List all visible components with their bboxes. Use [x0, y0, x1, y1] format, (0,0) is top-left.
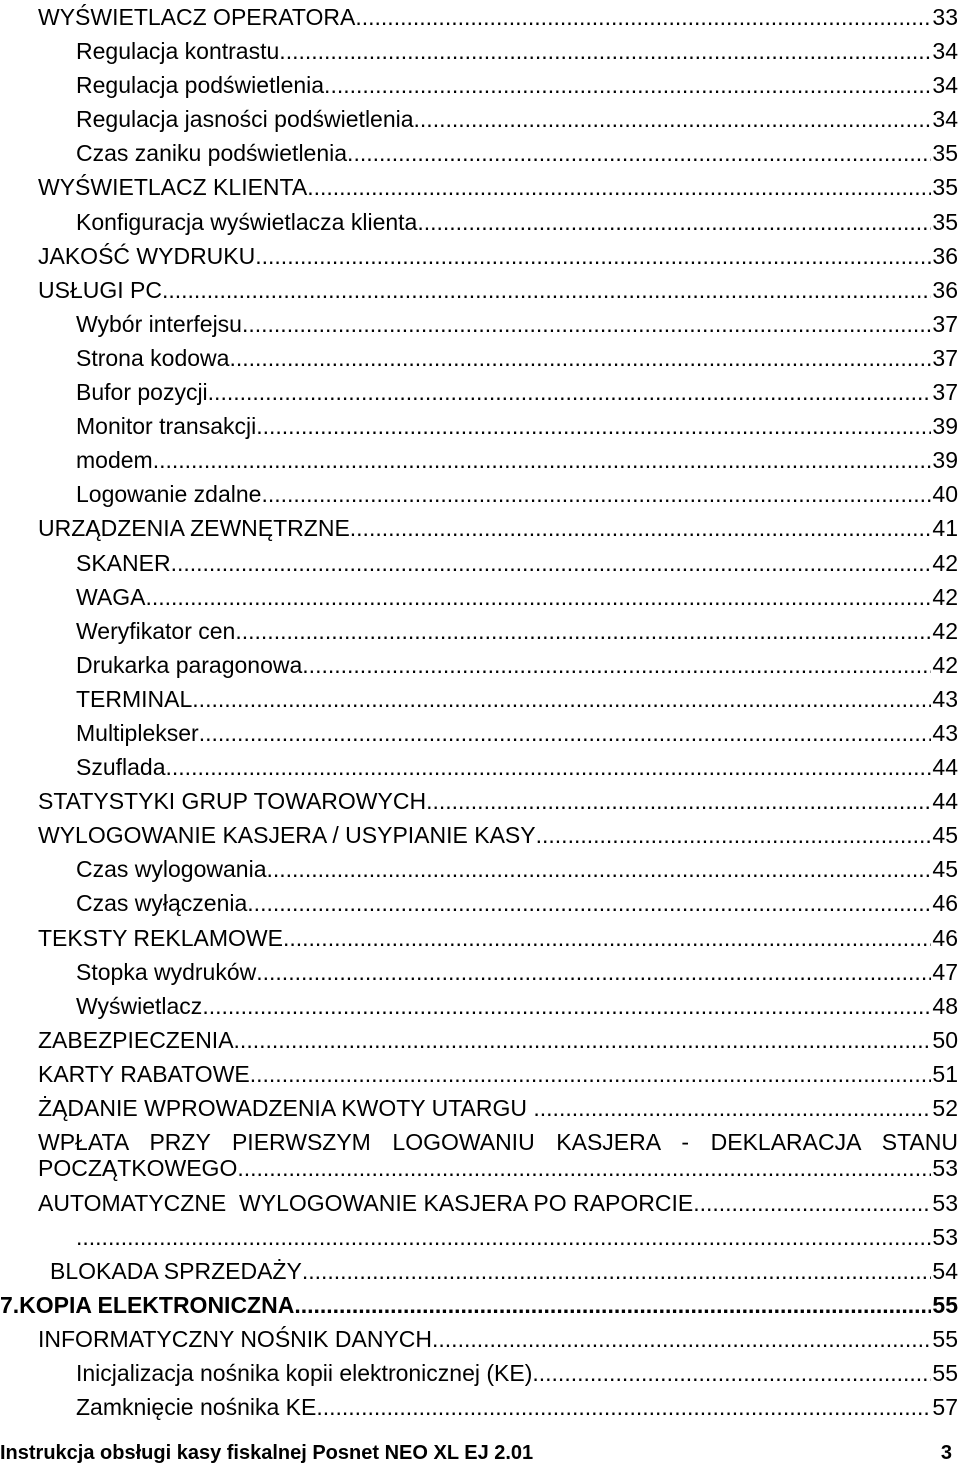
toc-entry[interactable] — [0, 205, 960, 239]
toc-entry-title: TEKSTY REKLAMOWE — [38, 924, 283, 951]
dot-leader — [283, 921, 931, 955]
toc-entry-title: USŁUGI PC. — [38, 276, 169, 303]
dot-leader — [237, 1155, 931, 1181]
toc-entry-title: 7.KOPIA ELEKTRONICZNA — [0, 1292, 295, 1319]
toc-entry-page: 34 — [932, 38, 958, 65]
toc-entry-page: 53 — [932, 1155, 958, 1182]
toc-entry-page: 39 — [932, 413, 958, 440]
toc-entry[interactable] — [0, 443, 960, 477]
toc-entry[interactable] — [0, 546, 960, 580]
dot-leader — [302, 648, 931, 682]
toc-entry-title: KARTY RABATOWE — [38, 1060, 250, 1087]
toc-entry[interactable] — [0, 511, 960, 545]
toc-entry[interactable] — [0, 1023, 960, 1057]
toc-entry-page: 48 — [932, 992, 958, 1019]
dot-leader — [420, 102, 931, 136]
toc-entry[interactable] — [0, 341, 960, 375]
dot-leader — [693, 1186, 931, 1220]
toc-entry-page: 42 — [932, 549, 958, 576]
toc-entry-page: 45 — [932, 822, 958, 849]
toc-entry-title: INFORMATYCZNY NOŚNIK DANYCH — [38, 1326, 433, 1353]
toc-entry-page: 37 — [932, 344, 958, 371]
toc-entry-title: SKANER — [76, 549, 171, 576]
toc-entry-page: 42 — [932, 651, 958, 678]
toc-entry[interactable] — [0, 750, 960, 784]
toc-entry[interactable] — [0, 1186, 960, 1220]
toc-entry-title: AUTOMATYCZNE WYLOGOWANIE KASJERA PO RAPORCIE — [38, 1189, 694, 1216]
dot-leader — [153, 443, 932, 477]
toc-entry-title: STATYSTYKI GRUP TOWAROWYCH — [38, 788, 427, 815]
toc-entry[interactable] — [0, 1057, 960, 1091]
dot-leader — [166, 750, 932, 784]
toc-entry[interactable] — [0, 375, 960, 409]
dot-leader — [532, 1356, 931, 1390]
dot-leader — [145, 580, 931, 614]
toc-entry-title: Wyświetlacz — [76, 992, 203, 1019]
toc-entry[interactable] — [0, 170, 960, 204]
dot-leader — [235, 614, 931, 648]
toc-entry-page: 33 — [932, 4, 958, 30]
toc-entry-title: Czas zaniku podświetlenia. — [76, 140, 354, 167]
dot-leader — [314, 170, 932, 204]
dot-leader — [536, 818, 932, 852]
toc-entry-title: Monitor transakcji — [76, 413, 257, 440]
toc-entry-title: WYLOGOWANIE KASJERA / USYPIANIE KASY — [38, 822, 536, 849]
toc-entry-title: BLOKADA SPRZEDAŻY — [50, 1258, 302, 1285]
dot-leader — [199, 716, 932, 750]
toc-entry[interactable] — [0, 68, 960, 102]
dot-leader — [353, 136, 931, 170]
toc-entry[interactable] — [0, 0, 960, 34]
toc-entry-title: Drukarka paragonowa — [76, 651, 303, 678]
toc-entry-page: 45 — [932, 856, 958, 883]
toc-entry[interactable] — [0, 1322, 960, 1356]
toc-entry-page: 46 — [932, 924, 958, 951]
dot-leader — [76, 1220, 931, 1254]
toc-chapter-entry[interactable] — [0, 1288, 960, 1322]
toc-entry-page: 35 — [932, 208, 958, 235]
toc-entry-title: Weryfikator cen — [76, 617, 236, 644]
toc-entry-page: 57 — [932, 1394, 958, 1421]
dot-leader — [261, 477, 931, 511]
dot-leader — [250, 1057, 932, 1091]
toc-entry-title: JAKOŚĆ WYDRUKU. — [38, 242, 262, 269]
toc-entry[interactable] — [0, 136, 960, 170]
toc-entry[interactable] — [0, 102, 960, 136]
toc-entry-page: 51 — [932, 1060, 958, 1087]
toc-entry-title-line: WPŁATA PRZY PIERWSZYM LOGOWANIU KASJERA - DEKLARACJA STANU — [38, 1129, 958, 1156]
toc-entry-page: 35 — [932, 140, 958, 167]
toc-entry-title: URZĄDZENIA ZEWNĘTRZNE — [38, 515, 350, 542]
toc-entry[interactable] — [0, 1091, 960, 1125]
toc-entry-title: Regulacja jasności podświetlenia. — [76, 106, 420, 133]
toc-entry[interactable] — [0, 1125, 960, 1186]
toc-entry-title: Multiplekser — [76, 719, 199, 746]
toc-entry-page: 37 — [932, 379, 958, 406]
toc-entry[interactable] — [0, 477, 960, 511]
toc-entry-title: Konfiguracja wyświetlacza klienta. — [76, 208, 424, 235]
toc-entry-page: 34 — [932, 106, 958, 133]
toc-entry-title: TERMINAL — [76, 685, 193, 712]
toc-entry-page: 43 — [932, 685, 958, 712]
dot-leader — [192, 682, 931, 716]
toc-entry-title: Szuflada — [76, 754, 166, 781]
toc-entry-title-line: POCZĄTKOWEGO — [38, 1155, 238, 1182]
toc-entry[interactable] — [0, 955, 960, 989]
toc-entry[interactable] — [0, 648, 960, 682]
toc-entry[interactable] — [0, 1390, 960, 1424]
toc-entry[interactable] — [0, 307, 960, 341]
toc-entry-page: 42 — [932, 583, 958, 610]
dot-leader — [234, 1023, 932, 1057]
toc-entry-title: WYŚWIETLACZ OPERATORA — [38, 4, 356, 30]
dot-leader — [202, 989, 931, 1023]
toc-entry-page: 52 — [932, 1095, 958, 1121]
dot-leader — [424, 205, 932, 239]
toc-entry-page: 55 — [932, 1326, 958, 1353]
toc-entry-title: Inicjalizacja nośnika kopii elektronicznej (KE) — [76, 1360, 533, 1387]
toc-entry-title: Regulacja podświetlenia. — [76, 72, 331, 99]
toc-entry-page: 55 — [932, 1292, 958, 1319]
dot-leader — [229, 341, 931, 375]
toc-entry[interactable] — [0, 818, 960, 852]
dot-leader — [533, 1091, 931, 1125]
toc-entry[interactable] — [0, 1356, 960, 1390]
toc-entry-title: WAGA — [76, 583, 146, 610]
toc-entry[interactable] — [0, 1254, 960, 1288]
dot-leader — [432, 1322, 931, 1356]
dot-leader — [256, 409, 931, 443]
toc-entry-page: 46 — [932, 890, 958, 917]
toc-entry[interactable] — [0, 886, 960, 920]
dot-leader — [286, 34, 932, 68]
toc-entry-title: Logowanie zdalne — [76, 481, 262, 508]
toc-entry-title: ŻĄDANIE WPROWADZENIA KWOTY UTARGU — [38, 1095, 534, 1121]
toc-entry-page: 42 — [932, 617, 958, 644]
toc-entry-page: 36 — [932, 276, 958, 303]
toc-entry[interactable] — [0, 852, 960, 886]
page-footer — [0, 1440, 960, 1466]
toc-entry-title: Czas wylogowania — [76, 856, 267, 883]
dot-leader — [355, 0, 931, 34]
toc-entry-title: ZABEZPIECZENIA — [38, 1026, 234, 1053]
toc-entry-title: Regulacja kontrastu. — [76, 38, 286, 65]
toc-entry[interactable] — [0, 409, 960, 443]
footer-page-number: 3 — [940, 1442, 952, 1464]
toc-entry-page: 39 — [932, 447, 958, 474]
toc-entry[interactable] — [0, 273, 960, 307]
toc-entry[interactable] — [0, 1220, 960, 1254]
toc-entry-page: 53 — [932, 1223, 958, 1250]
toc-entry[interactable] — [0, 921, 960, 955]
toc-entry-page: 50 — [932, 1026, 958, 1053]
dot-leader — [171, 546, 932, 580]
toc-entry-title: Stopka wydruków — [76, 958, 257, 985]
toc-entry-page: 44 — [932, 754, 958, 781]
dot-leader — [302, 1254, 932, 1288]
toc-entry-title: Zamknięcie nośnika KE — [76, 1394, 317, 1421]
toc-entry-title: modem — [76, 447, 153, 474]
toc-entry-page: 55 — [932, 1360, 958, 1387]
dot-leader — [208, 375, 932, 409]
toc-entry-page: 54 — [932, 1258, 958, 1285]
toc-entry-page: 44 — [932, 788, 958, 815]
dot-leader — [330, 68, 931, 102]
toc-entry-page: 37 — [932, 310, 958, 337]
dot-leader — [350, 511, 932, 545]
toc-entry-page: 35 — [932, 174, 958, 201]
toc-entry-page: 53 — [932, 1189, 958, 1216]
toc-entry[interactable] — [0, 34, 960, 68]
toc-entry-title: Bufor pozycji — [76, 379, 208, 406]
toc-entry-page: 47 — [932, 958, 958, 985]
dot-leader — [316, 1390, 931, 1424]
dot-leader — [168, 273, 931, 307]
toc-entry-title: WYŚWIETLACZ KLIENTA. — [38, 174, 314, 201]
toc-entry[interactable] — [0, 716, 960, 750]
dot-leader — [266, 852, 931, 886]
toc-entry-page: 40 — [932, 481, 958, 508]
footer-document-title: Instrukcja obsługi kasy fiskalnej Posnet NEO XL EJ 2.01 — [0, 1442, 534, 1464]
toc-entry-page: 34 — [932, 72, 958, 99]
toc-entry[interactable] — [0, 580, 960, 614]
toc-entry-page: 41 — [932, 515, 958, 542]
dot-leader — [262, 239, 932, 273]
dot-leader — [242, 307, 931, 341]
toc-entry[interactable] — [0, 784, 960, 818]
toc-entry-title: Strona kodowa — [76, 344, 230, 371]
toc-entry-page: 43 — [932, 719, 958, 746]
toc-entry[interactable] — [0, 682, 960, 716]
toc-entry-title: Czas wyłączenia — [76, 890, 248, 917]
dot-leader — [426, 784, 931, 818]
dot-leader — [247, 886, 931, 920]
dot-leader — [294, 1288, 931, 1322]
toc-entry[interactable] — [0, 989, 960, 1023]
dot-leader — [256, 955, 931, 989]
toc-entry-title: Wybór interfejsu — [76, 310, 242, 337]
toc-entry[interactable] — [0, 614, 960, 648]
toc-entry-page: 36 — [932, 242, 958, 269]
toc-entry[interactable] — [0, 239, 960, 273]
